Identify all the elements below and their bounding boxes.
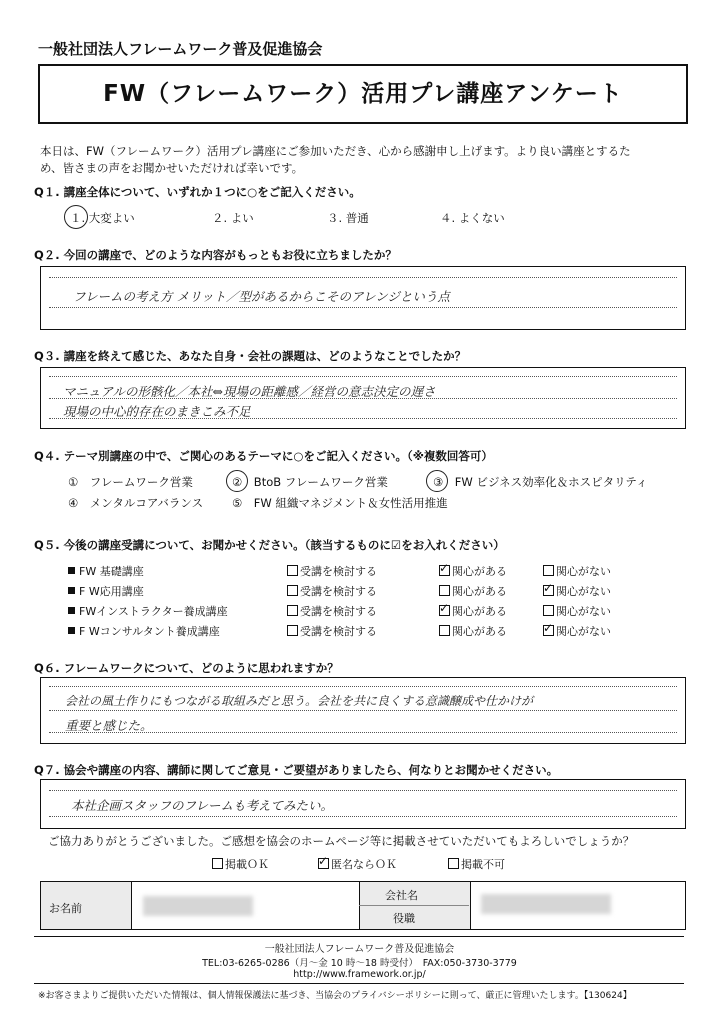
page-title: FW（フレームワーク）活用プレ講座アンケート (103, 81, 623, 107)
q2-label: Q２. 今回の講座で、どのような内容がもっともお役に立ちましたか？ (34, 248, 397, 262)
checkbox-checked-icon[interactable] (543, 585, 554, 596)
option-label: 関心がある (452, 605, 507, 618)
q5-row-4-not-interested[interactable] (543, 623, 611, 639)
q5-row-2-interested[interactable] (439, 583, 507, 599)
consent-option-ok[interactable] (212, 856, 269, 872)
q7-answer-box[interactable] (40, 779, 686, 829)
checkbox-checked-icon[interactable] (318, 858, 329, 869)
q5-label: Q５. 今後の講座受講について、お聞かせください。（該当するものに☑をお入れください） (34, 538, 505, 552)
consent-question: ご協力ありがとうございました。ご感想を協会のホームページ等に掲載させていただいてもよろしいでしょうか？ (48, 834, 635, 848)
q5-row-3 (68, 603, 228, 619)
checkbox-icon[interactable] (287, 605, 298, 616)
option-label: 受講を検討する (300, 625, 377, 638)
option-label: 関心がない (556, 625, 611, 638)
option-label: 関心がある (452, 565, 507, 578)
title-box (38, 64, 688, 124)
intro-line: め、皆さまの声をお聞かせいただければ幸いです。 (40, 161, 304, 175)
q4-option-2[interactable]: ② BtoB フレームワーク営業 (232, 475, 388, 489)
q3-label: Q３. 講座を終えて感じた、あなた自身・会社の課題は、どのようなことでしたか？ (34, 349, 467, 363)
q1-option-3[interactable]: ３. 普通 (327, 211, 369, 225)
q6-label: Q６. フレームワークについて、どのように思われますか？ (34, 661, 339, 675)
q4-circle-3 (426, 470, 448, 492)
checkbox-icon[interactable] (287, 585, 298, 596)
q1-option-4[interactable]: ４. よくない (440, 211, 505, 225)
q4-option-4[interactable]: ④ メンタルコアバランス (68, 496, 204, 510)
role-label: 役職 (393, 912, 415, 925)
q5-row-2 (68, 583, 144, 599)
q4-label: Q４. テーマ別講座の中で、ご関心のあるテーマに○をご記入ください。（※複数回答可） (34, 449, 493, 463)
option-label: 受講を検討する (300, 585, 377, 598)
q6-answer-box[interactable] (40, 677, 686, 744)
q5-row-1-interested[interactable] (439, 563, 507, 579)
option-label: 受講を検討する (300, 565, 377, 578)
option-label: 関心がある (452, 625, 507, 638)
option-label: 関心がない (556, 565, 611, 578)
q4-option-3[interactable]: ③ FW ビジネス効率化＆ホスピタリティ (433, 475, 648, 489)
q5-row-3-interested[interactable] (439, 603, 507, 619)
q3-answer-line-1: マニュアルの形骸化／本社⇔現場の距離感／経営の意志決定の遅さ (63, 384, 436, 399)
checkbox-icon[interactable] (212, 858, 223, 869)
q5-row-2-consider[interactable] (287, 583, 377, 599)
checkbox-icon[interactable] (287, 625, 298, 636)
q7-answer: 本社企画スタッフのフレームも考えてみたい。 (71, 798, 334, 813)
checkbox-checked-icon[interactable] (439, 605, 450, 616)
q2-answer-box[interactable] (40, 266, 686, 330)
checkbox-icon[interactable] (543, 605, 554, 616)
option-label: 掲載不可 (461, 858, 505, 871)
privacy-note: ※お客さまよりご提供いただいた情報は、個人情報保護法に基づき、当協会のプライバシーポリシーに則って、厳正に管理いたします。【130624】 (38, 991, 632, 1001)
q5-row-4-interested[interactable] (439, 623, 507, 639)
q5-row-3-consider[interactable] (287, 603, 377, 619)
q5-row-3-not-interested[interactable] (543, 603, 611, 619)
intro-line: 本日は、FW（フレームワーク）活用プレ講座にご参加いただき、心から感謝申し上げます。より良い講座とするた (40, 144, 631, 158)
option-label: 匿名ならＯＫ (331, 858, 397, 871)
q1-selection-circle (64, 205, 88, 229)
option-label: 関心がない (556, 605, 611, 618)
q5-row-name: FWインストラクター養成講座 (79, 605, 228, 618)
organization-name: 一般社団法人フレームワーク普及促進協会 (38, 40, 323, 58)
checkbox-icon[interactable] (439, 585, 450, 596)
q5-row-4-consider[interactable] (287, 623, 377, 639)
intro-text (40, 143, 700, 177)
option-label: 関心がない (556, 585, 611, 598)
q2-answer: フレームの考え方 メリット／型があるからこそのアレンジという点 (73, 289, 450, 304)
checkbox-icon[interactable] (543, 565, 554, 576)
q4-option-5[interactable]: ⑤ FW 組織マネジメント＆女性活用推進 (232, 496, 448, 510)
q7-label: Q７. 協会や講座の内容、講師に関してご意見・ご要望がありましたら、何なりとお聞かせください。 (34, 763, 559, 777)
checkbox-icon[interactable] (448, 858, 459, 869)
q5-row-name: FW 基礎講座 (79, 565, 144, 578)
company-label: 会社名 (385, 889, 418, 902)
company-field-redacted[interactable] (481, 894, 611, 914)
q1-option-2[interactable]: ２. よい (212, 211, 254, 225)
consent-option-no[interactable] (448, 856, 505, 872)
q6-answer-line-2: 重要と感じた。 (65, 718, 153, 733)
q5-row-name: F W応用講座 (79, 585, 144, 598)
name-label: お名前 (49, 902, 82, 915)
footer-org: 一般社団法人フレームワーク普及促進協会 (264, 944, 455, 955)
q1-label: Q１. 講座全体について、いずれか１つに○をご記入ください。 (34, 185, 361, 199)
checkbox-checked-icon[interactable] (439, 565, 450, 576)
q4-option-1[interactable]: ① フレームワーク営業 (68, 475, 193, 489)
q5-row-name: F Wコンサルタント養成講座 (79, 625, 220, 638)
footer-contact: TEL:03-6265-0286（月～金 10 時～18 時受付） FAX:050-3730-3779 (202, 958, 517, 969)
option-label: 掲載ＯＫ (225, 858, 269, 871)
footer-url[interactable]: http://www.framework.or.jp/ (293, 969, 426, 980)
option-label: 受講を検討する (300, 605, 377, 618)
q5-row-1 (68, 563, 144, 579)
name-field-redacted[interactable] (143, 896, 253, 916)
q5-row-1-not-interested[interactable] (543, 563, 611, 579)
q3-answer-line-2: 現場の中心的存在のまきこみ不足 (63, 404, 251, 419)
q5-row-2-not-interested[interactable] (543, 583, 611, 599)
option-label: 関心がある (452, 585, 507, 598)
q1-option-1[interactable]: １. 大変よい (70, 211, 135, 225)
q6-answer-line-1: 会社の風土作りにもつながる取組みだと思う。会社を共に良くする意識醸成や仕かけが (65, 694, 534, 708)
checkbox-icon[interactable] (287, 565, 298, 576)
consent-option-anonymous[interactable] (318, 856, 397, 872)
q3-answer-box[interactable] (40, 367, 686, 429)
checkbox-checked-icon[interactable] (543, 625, 554, 636)
info-table (40, 881, 686, 930)
q4-circle-2 (226, 470, 248, 492)
checkbox-icon[interactable] (439, 625, 450, 636)
q5-row-1-consider[interactable] (287, 563, 377, 579)
q5-row-4 (68, 623, 220, 639)
